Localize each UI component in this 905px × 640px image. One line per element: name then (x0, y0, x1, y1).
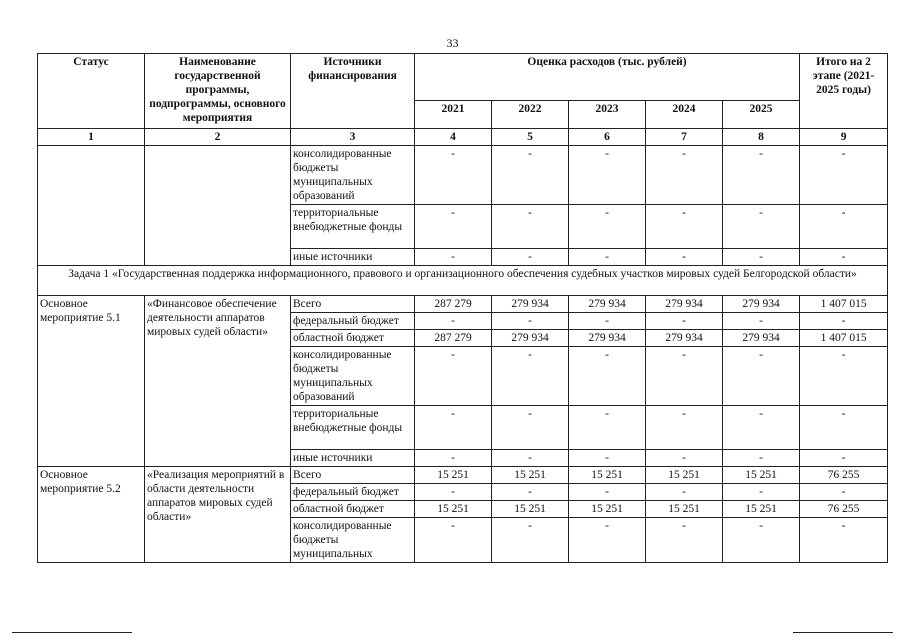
column-index: 9 (800, 129, 888, 146)
value-cell: - (415, 205, 492, 249)
value-cell: - (492, 313, 569, 330)
task-title: Задача 1 «Государственная поддержка информационного, правового и организационного обеспечения судебных участков мировых судей Белгородской области» (38, 266, 888, 296)
value-cell: 279 934 (569, 296, 646, 313)
value-cell: - (415, 146, 492, 205)
value-cell: - (646, 406, 723, 450)
value-cell: - (569, 484, 646, 501)
value-cell: 287 279 (415, 296, 492, 313)
value-cell: - (723, 146, 800, 205)
value-cell: - (569, 347, 646, 406)
total-cell: - (800, 249, 888, 266)
column-index: 6 (569, 129, 646, 146)
total-cell: - (800, 450, 888, 467)
value-cell: 279 934 (646, 330, 723, 347)
table-row (38, 146, 888, 205)
value-cell: - (569, 406, 646, 450)
value-cell: 279 934 (646, 296, 723, 313)
column-index: 8 (723, 129, 800, 146)
value-cell: - (646, 347, 723, 406)
footer-rule-right (793, 632, 893, 633)
header-year: 2023 (569, 101, 646, 129)
value-cell: 279 934 (492, 330, 569, 347)
header-estimate: Оценка расходов (тыс. рублей) (415, 54, 800, 101)
value-cell: - (569, 518, 646, 563)
value-cell: - (723, 518, 800, 563)
value-cell: 287 279 (415, 330, 492, 347)
value-cell: - (492, 484, 569, 501)
header-year: 2022 (492, 101, 569, 129)
total-cell: 76 255 (800, 467, 888, 484)
value-cell: - (646, 205, 723, 249)
value-cell: - (415, 518, 492, 563)
table-row (38, 467, 888, 484)
value-cell: 15 251 (492, 501, 569, 518)
source-cell: территориальные внебюджетные фонды (291, 406, 415, 450)
value-cell: - (723, 406, 800, 450)
total-cell: - (800, 313, 888, 330)
value-cell: - (646, 249, 723, 266)
header-name: Наименование государственной программы, подпрограммы, основного мероприятия (145, 54, 291, 129)
source-cell: федеральный бюджет (291, 313, 415, 330)
value-cell: - (646, 146, 723, 205)
measure-name: «Финансовое обеспечение деятельности аппаратов мировых судей области» (145, 296, 291, 467)
column-index: 7 (646, 129, 723, 146)
total-cell: - (800, 205, 888, 249)
source-cell: иные источники (291, 249, 415, 266)
value-cell: - (723, 313, 800, 330)
value-cell: 15 251 (723, 501, 800, 518)
source-cell: консолидированные бюджеты муниципальных (291, 518, 415, 563)
value-cell: - (569, 146, 646, 205)
column-index: 3 (291, 129, 415, 146)
header-year: 2025 (723, 101, 800, 129)
column-index: 2 (145, 129, 291, 146)
value-cell: - (415, 313, 492, 330)
value-cell: - (492, 146, 569, 205)
value-cell: - (415, 484, 492, 501)
header-total: Итого на 2 этапе (2021-2025 годы) (800, 54, 888, 129)
total-cell: - (800, 406, 888, 450)
table-body (38, 146, 888, 563)
value-cell: - (492, 347, 569, 406)
total-cell: 1 407 015 (800, 330, 888, 347)
value-cell: 279 934 (492, 296, 569, 313)
value-cell: - (492, 249, 569, 266)
value-cell: - (492, 450, 569, 467)
value-cell: - (492, 406, 569, 450)
value-cell: - (569, 205, 646, 249)
column-index: 5 (492, 129, 569, 146)
value-cell: 15 251 (646, 467, 723, 484)
name-cell (145, 146, 291, 266)
value-cell: - (723, 484, 800, 501)
value-cell: - (646, 450, 723, 467)
header-year: 2024 (646, 101, 723, 129)
value-cell: - (415, 249, 492, 266)
source-cell: консолидированные бюджеты муниципальных образований (291, 146, 415, 205)
measure-status: Основное мероприятие 5.1 (38, 296, 145, 467)
value-cell: 15 251 (492, 467, 569, 484)
value-cell: 15 251 (569, 501, 646, 518)
header-sources: Источники финансирования (291, 54, 415, 129)
source-cell: консолидированные бюджеты муниципальных образований (291, 347, 415, 406)
source-cell: иные источники (291, 450, 415, 467)
source-cell: Всего (291, 467, 415, 484)
column-index: 4 (415, 129, 492, 146)
status-cell (38, 146, 145, 266)
value-cell: 15 251 (415, 501, 492, 518)
total-cell: 1 407 015 (800, 296, 888, 313)
value-cell: - (492, 205, 569, 249)
column-index: 1 (38, 129, 145, 146)
value-cell: - (415, 406, 492, 450)
value-cell: 15 251 (646, 501, 723, 518)
value-cell: - (569, 249, 646, 266)
total-cell: 76 255 (800, 501, 888, 518)
value-cell: - (492, 518, 569, 563)
value-cell: - (569, 450, 646, 467)
value-cell: - (723, 347, 800, 406)
value-cell: - (723, 205, 800, 249)
value-cell: - (723, 450, 800, 467)
measure-status: Основное мероприятие 5.2 (38, 467, 145, 563)
total-cell: - (800, 347, 888, 406)
source-cell: областной бюджет (291, 330, 415, 347)
header-year: 2021 (415, 101, 492, 129)
value-cell: - (415, 450, 492, 467)
total-cell: - (800, 518, 888, 563)
value-cell: - (415, 347, 492, 406)
measure-name: «Реализация мероприятий в области деятельности аппаратов мировых судей области» (145, 467, 291, 563)
total-cell: - (800, 146, 888, 205)
total-cell: - (800, 484, 888, 501)
value-cell: 15 251 (723, 467, 800, 484)
value-cell: 15 251 (569, 467, 646, 484)
footer-rule-left (12, 632, 132, 633)
value-cell: 279 934 (723, 296, 800, 313)
source-cell: областной бюджет (291, 501, 415, 518)
value-cell: - (646, 518, 723, 563)
value-cell: - (646, 484, 723, 501)
task-row (38, 266, 888, 296)
source-cell: Всего (291, 296, 415, 313)
value-cell: - (569, 313, 646, 330)
page-number: 33 (446, 36, 459, 50)
table-row (38, 296, 888, 313)
budget-table (37, 53, 888, 563)
source-cell: федеральный бюджет (291, 484, 415, 501)
value-cell: 279 934 (723, 330, 800, 347)
header-status: Статус (38, 54, 145, 129)
value-cell: 279 934 (569, 330, 646, 347)
value-cell: - (723, 249, 800, 266)
value-cell: 15 251 (415, 467, 492, 484)
source-cell: территориальные внебюджетные фонды (291, 205, 415, 249)
value-cell: - (646, 313, 723, 330)
